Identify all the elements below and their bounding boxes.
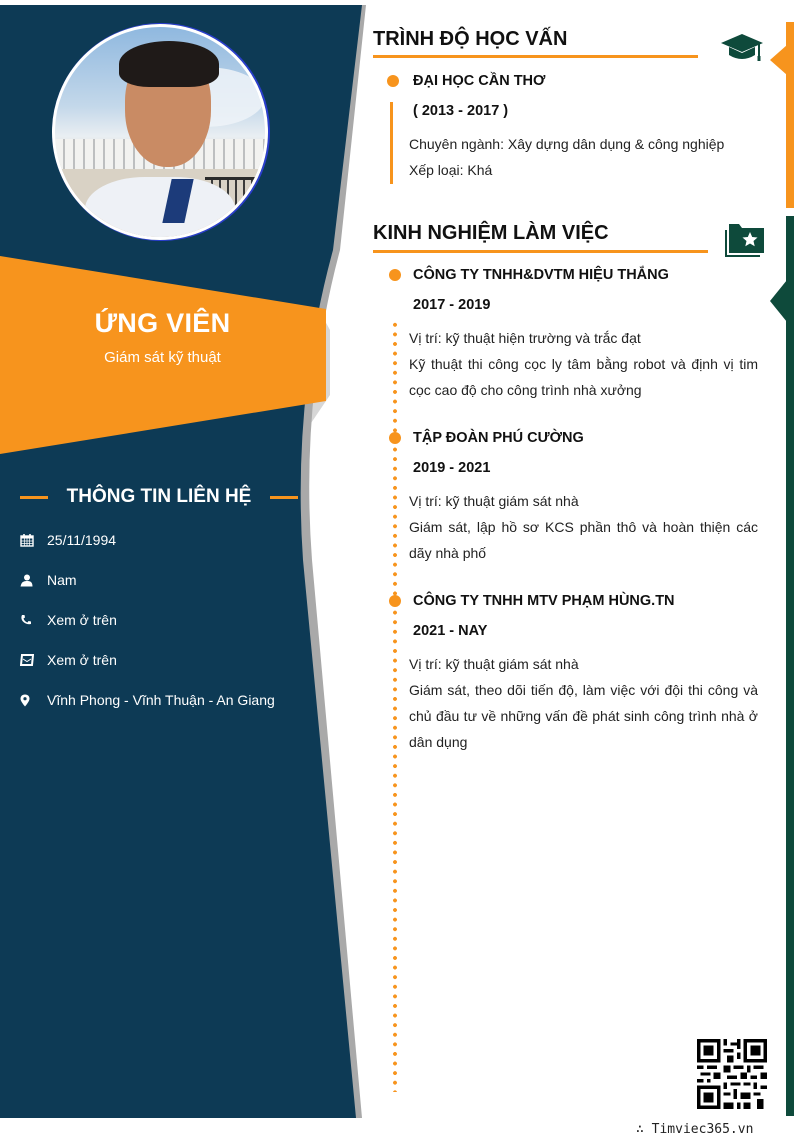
experience-side-pointer (770, 280, 787, 322)
phone-icon (20, 612, 47, 628)
candidate-name: ỨNG VIÊN (94, 308, 231, 338)
experience-bullet (389, 269, 401, 281)
photo-shirt (85, 177, 235, 240)
contact-list (20, 530, 310, 730)
experience-company: CÔNG TY TNHH&DVTM HIỆU THẮNG (413, 267, 669, 283)
heading-rule-right (270, 496, 298, 499)
education-heading-rule (373, 55, 698, 58)
experience-position: Vị trí: kỹ thuật giám sát nhà (409, 493, 579, 509)
heading-rule-left (20, 496, 48, 499)
education-side-bar (786, 22, 794, 208)
name-block (0, 308, 325, 366)
avatar (52, 24, 268, 240)
contact-gender (20, 570, 310, 590)
user-icon (20, 572, 47, 588)
email-icon (20, 652, 47, 668)
graduation-cap-icon (720, 33, 764, 68)
experience-bullet (389, 595, 401, 607)
contact-value[interactable]: Xem ở trên (47, 612, 117, 628)
contact-birthdate (20, 530, 310, 550)
contact-heading-title: THÔNG TIN LIÊN HỆ (66, 486, 252, 507)
education-timeline (390, 102, 393, 184)
calendar-icon (20, 532, 47, 548)
education-side-pointer (770, 45, 787, 75)
experience-company: CÔNG TY TNHH MTV PHẠM HÙNG.TN (413, 593, 675, 609)
footer-brand[interactable]: ∴ Timviec365.vn (636, 1122, 754, 1137)
experience-description: Giám sát, theo dõi tiến độ, làm việc với đội thi công và chủ đầu tư về những vấn đề phát sinh công trình nhà ở dân dụng (409, 682, 758, 750)
experience-description: Giám sát, lập hồ sơ KCS phần thô và hoàn thiện các dãy nhà phố (409, 519, 758, 561)
experience-period: 2021 - NAY (413, 623, 488, 639)
education-heading: TRÌNH ĐỘ HỌC VẤN (373, 28, 568, 50)
education-bullet (387, 75, 399, 87)
experience-position: Vị trí: kỹ thuật hiện trường và trắc đạt (409, 330, 641, 346)
contact-value: Nam (47, 572, 77, 588)
contact-phone (20, 610, 310, 630)
experience-description: Kỹ thuật thi công cọc ly tâm bằng robot và định vị tim cọc cao độ cho công trình nhà xưởng (409, 356, 758, 398)
contact-value[interactable]: Xem ở trên (47, 652, 117, 668)
contact-value: 25/11/1994 (47, 532, 117, 548)
education-period: ( 2013 - 2017 ) (413, 103, 509, 119)
experience-period: 2019 - 2021 (413, 460, 491, 476)
education-grade: Xếp loại: Khá (409, 162, 493, 178)
experience-period: 2017 - 2019 (413, 297, 491, 313)
contact-email (20, 650, 310, 670)
map-marker-icon (20, 692, 47, 708)
photo-hair (119, 41, 219, 87)
contact-heading (20, 484, 298, 510)
experience-company: TẬP ĐOÀN PHÚ CƯỜNG (413, 430, 584, 446)
job-title: Giám sát kỹ thuật (104, 349, 221, 366)
experience-side-bar (786, 216, 794, 1116)
education-major: Chuyên ngành: Xây dựng dân dụng & công nghiệp (409, 136, 725, 152)
folder-star-icon (725, 222, 765, 263)
experience-heading-rule (373, 250, 708, 253)
qr-code (697, 1039, 767, 1109)
contact-value: Vĩnh Phong - Vĩnh Thuận - An Giang (47, 692, 275, 708)
experience-position: Vị trí: kỹ thuật giám sát nhà (409, 656, 579, 672)
experience-bullet (389, 432, 401, 444)
education-school: ĐẠI HỌC CẦN THƠ (413, 73, 546, 89)
contact-address (20, 690, 310, 710)
experience-heading: KINH NGHIỆM LÀM VIỆC (373, 222, 609, 244)
